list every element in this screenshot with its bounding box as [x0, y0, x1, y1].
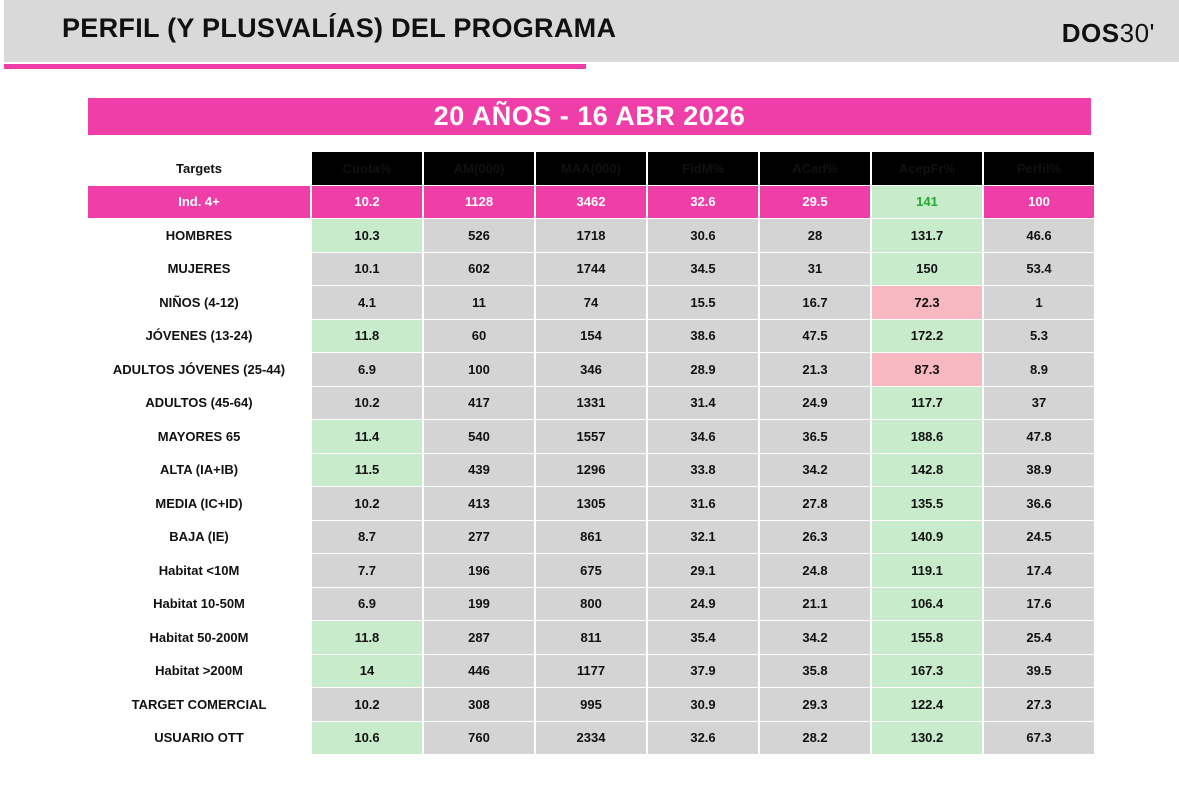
table-row — [88, 621, 1094, 654]
table-cell: 60 — [424, 320, 534, 353]
table-row — [88, 219, 1094, 252]
table-cell: 24.9 — [760, 387, 870, 420]
table-row — [88, 387, 1094, 420]
table-cell: 10.2 — [312, 387, 422, 420]
table-row — [88, 487, 1094, 520]
table-cell: 1718 — [536, 219, 646, 252]
table-body — [88, 186, 1094, 755]
table-cell: 106.4 — [872, 588, 982, 621]
table-cell: 11 — [424, 286, 534, 319]
target-label: ALTA (IA+IB) — [88, 454, 310, 487]
table-cell: 154 — [536, 320, 646, 353]
target-label: NIÑOS (4-12) — [88, 286, 310, 319]
table-cell: 11.8 — [312, 621, 422, 654]
table-cell: 10.2 — [312, 688, 422, 721]
table-cell: 14 — [312, 655, 422, 688]
table-cell: 995 — [536, 688, 646, 721]
table-cell: 38.9 — [984, 454, 1094, 487]
table-cell: 10.6 — [312, 722, 422, 755]
table-cell: 117.7 — [872, 387, 982, 420]
target-label: Ind. 4+ — [88, 186, 310, 219]
accent-underline — [4, 64, 586, 69]
table-cell: 308 — [424, 688, 534, 721]
brand-logo — [1062, 18, 1155, 49]
table-cell: 29.5 — [760, 186, 870, 219]
target-label: ADULTOS (45-64) — [88, 387, 310, 420]
target-label: MAYORES 65 — [88, 420, 310, 453]
table-cell: 277 — [424, 521, 534, 554]
table-cell: 172.2 — [872, 320, 982, 353]
table-cell: 199 — [424, 588, 534, 621]
table-cell: 74 — [536, 286, 646, 319]
column-header: Cuota% — [312, 152, 422, 185]
table-cell: 27.8 — [760, 487, 870, 520]
table-row — [88, 588, 1094, 621]
table-cell: 1744 — [536, 253, 646, 286]
table-cell: 28 — [760, 219, 870, 252]
table-cell: 6.9 — [312, 588, 422, 621]
table-row — [88, 454, 1094, 487]
table-cell: 167.3 — [872, 655, 982, 688]
table-row — [88, 688, 1094, 721]
table-cell: 47.5 — [760, 320, 870, 353]
table-cell: 526 — [424, 219, 534, 252]
table-cell: 36.5 — [760, 420, 870, 453]
target-label: BAJA (IE) — [88, 521, 310, 554]
table-cell: 196 — [424, 554, 534, 587]
table-cell: 1557 — [536, 420, 646, 453]
table-cell: 34.5 — [648, 253, 758, 286]
header-bar — [4, 0, 1179, 62]
table-cell: 1296 — [536, 454, 646, 487]
table-cell: 30.6 — [648, 219, 758, 252]
table-cell: 32.1 — [648, 521, 758, 554]
table-cell: 34.6 — [648, 420, 758, 453]
table-cell: 32.6 — [648, 186, 758, 219]
table-cell: 602 — [424, 253, 534, 286]
table-cell: 4.1 — [312, 286, 422, 319]
page-title: PERFIL (Y PLUSVALÍAS) DEL PROGRAMA — [62, 13, 617, 43]
table-total-row — [88, 186, 1094, 219]
table-cell: 39.5 — [984, 655, 1094, 688]
table-header-row — [88, 152, 1094, 185]
table-cell: 100 — [984, 186, 1094, 219]
table-cell: 122.4 — [872, 688, 982, 721]
target-label: Habitat <10M — [88, 554, 310, 587]
table-cell: 130.2 — [872, 722, 982, 755]
target-label: Habitat 50-200M — [88, 621, 310, 654]
target-label: MUJERES — [88, 253, 310, 286]
table-cell: 15.5 — [648, 286, 758, 319]
table-cell: 861 — [536, 521, 646, 554]
table-cell: 155.8 — [872, 621, 982, 654]
table-cell: 11.5 — [312, 454, 422, 487]
table-cell: 47.8 — [984, 420, 1094, 453]
table-cell: 24.8 — [760, 554, 870, 587]
table-cell: 38.6 — [648, 320, 758, 353]
table-cell: 11.8 — [312, 320, 422, 353]
table-cell: 37.9 — [648, 655, 758, 688]
targets-column-header: Targets — [176, 160, 222, 176]
table-cell: 16.7 — [760, 286, 870, 319]
table-cell: 17.6 — [984, 588, 1094, 621]
table-cell: 8.7 — [312, 521, 422, 554]
table-cell: 72.3 — [872, 286, 982, 319]
table-cell: 1 — [984, 286, 1094, 319]
table-cell: 1177 — [536, 655, 646, 688]
table-cell: 35.4 — [648, 621, 758, 654]
table-cell: 346 — [536, 353, 646, 386]
table-cell: 3462 — [536, 186, 646, 219]
table-cell: 36.6 — [984, 487, 1094, 520]
table-cell: 439 — [424, 454, 534, 487]
target-label: ADULTOS JÓVENES (25-44) — [88, 353, 310, 386]
target-label: USUARIO OTT — [88, 722, 310, 755]
table-cell: 6.9 — [312, 353, 422, 386]
table-cell: 46.6 — [984, 219, 1094, 252]
table-cell: 8.9 — [984, 353, 1094, 386]
table-cell: 2334 — [536, 722, 646, 755]
table-row — [88, 722, 1094, 755]
table-cell: 135.5 — [872, 487, 982, 520]
table-cell: 34.2 — [760, 454, 870, 487]
table-cell: 31 — [760, 253, 870, 286]
table-cell: 21.3 — [760, 353, 870, 386]
table-cell: 87.3 — [872, 353, 982, 386]
table-cell: 17.4 — [984, 554, 1094, 587]
table-cell: 24.9 — [648, 588, 758, 621]
table-cell: 30.9 — [648, 688, 758, 721]
profile-table — [86, 151, 1096, 755]
table-row — [88, 521, 1094, 554]
table-cell: 140.9 — [872, 521, 982, 554]
table-cell: 32.6 — [648, 722, 758, 755]
table-cell: 10.3 — [312, 219, 422, 252]
table-cell: 540 — [424, 420, 534, 453]
table-cell: 35.8 — [760, 655, 870, 688]
table-cell: 1128 — [424, 186, 534, 219]
table-cell: 33.8 — [648, 454, 758, 487]
table-cell: 446 — [424, 655, 534, 688]
target-label: TARGET COMERCIAL — [88, 688, 310, 721]
table-cell: 131.7 — [872, 219, 982, 252]
table-cell: 119.1 — [872, 554, 982, 587]
table-cell: 100 — [424, 353, 534, 386]
table-row — [88, 286, 1094, 319]
table-cell: 28.9 — [648, 353, 758, 386]
table-cell: 34.2 — [760, 621, 870, 654]
table-cell: 141 — [872, 186, 982, 219]
column-header: ACad% — [760, 152, 870, 185]
target-label: Habitat >200M — [88, 655, 310, 688]
table-cell: 24.5 — [984, 521, 1094, 554]
table-cell: 31.6 — [648, 487, 758, 520]
logo-bold-text: DOS — [1061, 18, 1120, 48]
target-label: MEDIA (IC+ID) — [88, 487, 310, 520]
table-cell: 675 — [536, 554, 646, 587]
table-cell: 142.8 — [872, 454, 982, 487]
table-cell: 1331 — [536, 387, 646, 420]
table-cell: 10.2 — [312, 487, 422, 520]
column-header: Perfil% — [984, 152, 1094, 185]
table-cell: 27.3 — [984, 688, 1094, 721]
table-cell: 800 — [536, 588, 646, 621]
table-row — [88, 420, 1094, 453]
table-cell: 67.3 — [984, 722, 1094, 755]
column-header: FidM% — [648, 152, 758, 185]
target-label: Habitat 10-50M — [88, 588, 310, 621]
table-cell: 7.7 — [312, 554, 422, 587]
column-header: AcepFr% — [872, 152, 982, 185]
column-header: AM(000) — [424, 152, 534, 185]
target-label: JÓVENES (13-24) — [88, 320, 310, 353]
table-cell: 811 — [536, 621, 646, 654]
table-cell: 26.3 — [760, 521, 870, 554]
date-banner: 20 AÑOS - 16 ABR 2026 — [88, 98, 1091, 135]
table-cell: 10.2 — [312, 186, 422, 219]
table-cell: 150 — [872, 253, 982, 286]
logo-light-text: 30' — [1119, 18, 1155, 48]
table-cell: 29.3 — [760, 688, 870, 721]
table-row — [88, 554, 1094, 587]
column-header: MAA(000) — [536, 152, 646, 185]
table-cell: 287 — [424, 621, 534, 654]
table-cell: 31.4 — [648, 387, 758, 420]
table-cell: 417 — [424, 387, 534, 420]
table-cell: 37 — [984, 387, 1094, 420]
table-row — [88, 320, 1094, 353]
table-row — [88, 655, 1094, 688]
table-row — [88, 353, 1094, 386]
table-cell: 53.4 — [984, 253, 1094, 286]
table-cell: 1305 — [536, 487, 646, 520]
table-cell: 28.2 — [760, 722, 870, 755]
table-cell: 21.1 — [760, 588, 870, 621]
table-cell: 10.1 — [312, 253, 422, 286]
table-cell: 29.1 — [648, 554, 758, 587]
table-cell: 25.4 — [984, 621, 1094, 654]
table-row — [88, 253, 1094, 286]
table-cell: 5.3 — [984, 320, 1094, 353]
table-cell: 188.6 — [872, 420, 982, 453]
table-cell: 760 — [424, 722, 534, 755]
target-label: HOMBRES — [88, 219, 310, 252]
table-cell: 11.4 — [312, 420, 422, 453]
table-cell: 413 — [424, 487, 534, 520]
